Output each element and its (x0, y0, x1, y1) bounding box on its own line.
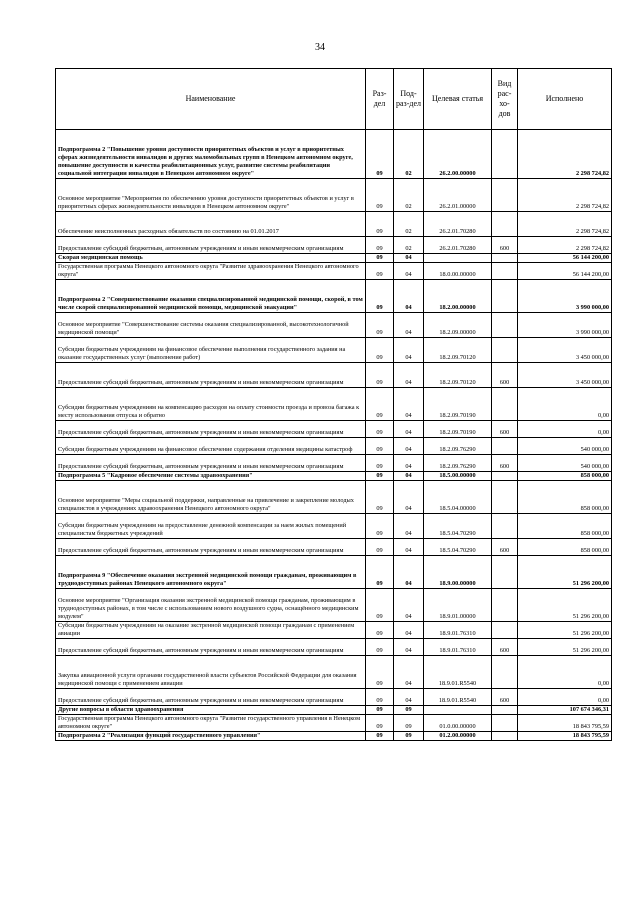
cell-name: Основное мероприятие "Организация оказания экстренной медицинской помощи гражданам, проживающим в труднодоступных районах, в том числе с использованием нового воздушного судна, оснащённого медицинским модулем" (56, 589, 366, 622)
cell-statya (424, 706, 492, 715)
cell-statya (424, 254, 492, 263)
cell-amount: 540 000,00 (518, 438, 612, 455)
budget-table (55, 68, 612, 741)
cell-amount: 540 000,00 (518, 455, 612, 472)
cell-amount: 18 843 795,59 (518, 732, 612, 741)
table-row (56, 363, 612, 388)
cell-vid (492, 556, 518, 589)
table-row (56, 514, 612, 539)
cell-vid (492, 732, 518, 741)
cell-statya: 18.5.00.00000 (424, 472, 492, 481)
cell-statya: 18.2.09.70120 (424, 363, 492, 388)
cell-razdel: 09 (366, 421, 394, 438)
cell-name: Подпрограмма 2 "Совершенствование оказания специализированной медицинской помощи, скорой, в том числе скорой специализированной медицинской помощи, медицинской эвакуации" (56, 280, 366, 313)
table-row (56, 715, 612, 732)
cell-podrazdel: 09 (394, 715, 424, 732)
table-row (56, 639, 612, 656)
cell-amount: 51 296 200,00 (518, 639, 612, 656)
cell-name: Основное мероприятие "Мероприятия по обеспечению уровня доступности приоритетных объектов и услуг в приоритетных сферах жизнедеятельности инвалидов в Ненецком автономном округе" (56, 179, 366, 212)
cell-name: Закупка авиационной услуги органами государственной власти субъектов Российской Федерации для оказания медицинской помощи с применением авиации (56, 656, 366, 689)
cell-name: Основное мероприятие "Совершенствование системы оказания специализированной, высокотехнологичной медицинской помощи" (56, 313, 366, 338)
cell-name: Подпрограмма 9 "Обеспечение оказания экстренной медицинской помощи гражданам, проживающим в труднодоступных районах Ненецкого автономного округа" (56, 556, 366, 589)
cell-razdel: 09 (366, 622, 394, 639)
cell-podrazdel: 02 (394, 212, 424, 237)
header-statya: Целевая статья (424, 69, 492, 130)
cell-vid (492, 254, 518, 263)
cell-razdel: 09 (366, 363, 394, 388)
cell-podrazdel: 04 (394, 263, 424, 280)
cell-razdel: 09 (366, 656, 394, 689)
cell-name: Субсидии бюджетным учреждениям на компенсацию расходов на оплату стоимости проезда и провоза багажа к месту использования отпуска и обратно (56, 388, 366, 421)
cell-vid (492, 706, 518, 715)
cell-vid: 600 (492, 421, 518, 438)
cell-vid: 600 (492, 455, 518, 472)
cell-name: Субсидии бюджетным учреждениям на финансовое обеспечение выполнения государственного задания на оказание государственных услуг (выполнение работ) (56, 338, 366, 363)
cell-podrazdel: 04 (394, 589, 424, 622)
cell-amount: 2 298 724,82 (518, 212, 612, 237)
cell-vid: 600 (492, 539, 518, 556)
cell-statya: 01.2.00.00000 (424, 732, 492, 741)
cell-name: Предоставление субсидий бюджетным, автономным учреждениям и иным некоммерческим организациям (56, 539, 366, 556)
cell-statya: 18.5.04.70290 (424, 514, 492, 539)
cell-podrazdel: 04 (394, 689, 424, 706)
cell-amount: 51 296 200,00 (518, 622, 612, 639)
cell-podrazdel: 04 (394, 363, 424, 388)
cell-vid: 600 (492, 363, 518, 388)
cell-podrazdel: 02 (394, 179, 424, 212)
cell-razdel: 09 (366, 514, 394, 539)
cell-razdel: 09 (366, 179, 394, 212)
cell-razdel: 09 (366, 455, 394, 472)
table-row (56, 556, 612, 589)
table-row (56, 455, 612, 472)
cell-amount: 3 990 000,00 (518, 313, 612, 338)
table-row (56, 706, 612, 715)
cell-name: Подпрограмма 2 "Реализация функций государственного управления" (56, 732, 366, 741)
cell-podrazdel: 09 (394, 732, 424, 741)
table-row (56, 481, 612, 514)
cell-name: Государственная программа Ненецкого автономного округа "Развитие государственного управления в Ненецком автономном округе" (56, 715, 366, 732)
header-razdel: Раз-дел (366, 69, 394, 130)
cell-razdel: 09 (366, 237, 394, 254)
cell-podrazdel: 02 (394, 237, 424, 254)
cell-amount: 51 296 200,00 (518, 589, 612, 622)
cell-razdel: 09 (366, 539, 394, 556)
cell-amount: 858 000,00 (518, 514, 612, 539)
table-row (56, 622, 612, 639)
table-row (56, 689, 612, 706)
cell-razdel: 09 (366, 313, 394, 338)
cell-vid (492, 589, 518, 622)
cell-amount: 858 000,00 (518, 472, 612, 481)
cell-statya: 18.0.00.00000 (424, 263, 492, 280)
cell-name: Субсидии бюджетным учреждениям на финансовое обеспечение содержания отделения медицины катастроф (56, 438, 366, 455)
cell-amount: 56 144 200,00 (518, 263, 612, 280)
cell-name: Субсидии бюджетным учреждениям на оказание экстренной медицинской помощи гражданам с применением авиации (56, 622, 366, 639)
cell-podrazdel: 04 (394, 514, 424, 539)
cell-vid (492, 472, 518, 481)
cell-razdel: 09 (366, 388, 394, 421)
header-amount: Исполнено (518, 69, 612, 130)
cell-statya: 18.5.04.00000 (424, 481, 492, 514)
cell-podrazdel: 04 (394, 421, 424, 438)
cell-name: Предоставление субсидий бюджетным, автономным учреждениям и иным некоммерческим организациям (56, 421, 366, 438)
cell-name: Подпрограмма 2 "Повышение уровня доступности приоритетных объектов и услуг в приоритетных сферах жизнедеятельности инвалидов и других маломобильных групп в Ненецком автономном округе, повышение доступности и качества реабилитационных услуг, развитие системы реабилитации социальной интеграции инвалидов в Ненецком автономном округе" (56, 130, 366, 179)
cell-podrazdel: 04 (394, 472, 424, 481)
cell-podrazdel: 02 (394, 130, 424, 179)
cell-amount: 56 144 200,00 (518, 254, 612, 263)
cell-razdel: 09 (366, 732, 394, 741)
cell-name: Государственная программа Ненецкого автономного округа "Развитие здравоохранения Ненецкого автономного округа" (56, 263, 366, 280)
cell-statya: 18.9.01.00000 (424, 589, 492, 622)
cell-statya: 18.2.09.70120 (424, 338, 492, 363)
cell-name: Предоставление субсидий бюджетным, автономным учреждениям и иным некоммерческим организациям (56, 455, 366, 472)
table-row (56, 732, 612, 741)
cell-amount: 3 450 000,00 (518, 338, 612, 363)
cell-amount: 2 298 724,82 (518, 130, 612, 179)
table-row (56, 656, 612, 689)
cell-name: Подпрограмма 5 "Кадровое обеспечение системы здравоохранения" (56, 472, 366, 481)
table-row (56, 263, 612, 280)
cell-statya: 18.9.01.R5540 (424, 689, 492, 706)
table-row (56, 438, 612, 455)
cell-vid (492, 438, 518, 455)
cell-name: Предоставление субсидий бюджетным, автономным учреждениям и иным некоммерческим организациям (56, 639, 366, 656)
cell-vid (492, 130, 518, 179)
cell-name: Предоставление субсидий бюджетным, автономным учреждениям и иным некоммерческим организациям (56, 689, 366, 706)
cell-amount: 18 843 795,59 (518, 715, 612, 732)
cell-name: Обеспечение неисполненных расходных обязательств по состоянию на 01.01.2017 (56, 212, 366, 237)
cell-podrazdel: 04 (394, 388, 424, 421)
cell-amount: 3 450 000,00 (518, 363, 612, 388)
cell-podrazdel: 04 (394, 280, 424, 313)
cell-amount: 858 000,00 (518, 539, 612, 556)
table-body (56, 130, 612, 741)
cell-razdel: 09 (366, 706, 394, 715)
cell-vid (492, 715, 518, 732)
cell-podrazdel: 04 (394, 481, 424, 514)
table-row (56, 589, 612, 622)
cell-razdel: 09 (366, 481, 394, 514)
cell-amount: 0,00 (518, 656, 612, 689)
cell-name: Предоставление субсидий бюджетным, автономным учреждениям и иным некоммерческим организациям (56, 363, 366, 388)
cell-statya: 18.2.09.00000 (424, 313, 492, 338)
cell-name: Скорая медицинская помощь (56, 254, 366, 263)
cell-razdel: 09 (366, 472, 394, 481)
cell-vid (492, 622, 518, 639)
table-row (56, 212, 612, 237)
cell-razdel: 09 (366, 556, 394, 589)
cell-vid (492, 179, 518, 212)
header-podrazdel: Под-раз-дел (394, 69, 424, 130)
cell-podrazdel: 04 (394, 639, 424, 656)
cell-vid (492, 263, 518, 280)
table-header-row (56, 69, 612, 130)
cell-podrazdel: 04 (394, 313, 424, 338)
cell-vid: 600 (492, 689, 518, 706)
page-number: 34 (315, 42, 325, 53)
cell-razdel: 09 (366, 639, 394, 656)
cell-vid (492, 514, 518, 539)
cell-vid (492, 338, 518, 363)
cell-amount: 0,00 (518, 421, 612, 438)
table-row (56, 338, 612, 363)
cell-podrazdel: 04 (394, 338, 424, 363)
cell-statya: 26.2.01.70280 (424, 237, 492, 254)
table-row (56, 280, 612, 313)
cell-vid: 600 (492, 237, 518, 254)
cell-razdel: 09 (366, 338, 394, 363)
cell-amount: 2 298 724,82 (518, 179, 612, 212)
cell-amount: 107 674 346,31 (518, 706, 612, 715)
cell-name: Субсидии бюджетным учреждениям на предоставление денежной компенсации за наем жилых помещений специалистам бюджетных учреждений (56, 514, 366, 539)
table-row (56, 421, 612, 438)
cell-amount: 2 298 724,82 (518, 237, 612, 254)
cell-vid (492, 656, 518, 689)
table-row (56, 254, 612, 263)
table-row (56, 313, 612, 338)
cell-podrazdel: 04 (394, 254, 424, 263)
cell-statya: 18.2.00.00000 (424, 280, 492, 313)
cell-razdel: 09 (366, 280, 394, 313)
cell-vid (492, 313, 518, 338)
cell-statya: 18.9.00.00000 (424, 556, 492, 589)
table-row (56, 237, 612, 254)
table-row (56, 388, 612, 421)
cell-podrazdel: 04 (394, 622, 424, 639)
cell-podrazdel: 04 (394, 556, 424, 589)
cell-statya: 18.9.01.76310 (424, 639, 492, 656)
cell-name: Предоставление субсидий бюджетным, автономным учреждениям и иным некоммерческим организациям (56, 237, 366, 254)
cell-statya: 01.0.00.00000 (424, 715, 492, 732)
cell-vid (492, 481, 518, 514)
cell-statya: 18.9.01.76310 (424, 622, 492, 639)
cell-statya: 18.2.09.70190 (424, 388, 492, 421)
cell-razdel: 09 (366, 254, 394, 263)
cell-razdel: 09 (366, 130, 394, 179)
cell-podrazdel: 04 (394, 455, 424, 472)
header-vid: Вид рас-хо-дов (492, 69, 518, 130)
cell-statya: 18.5.04.70290 (424, 539, 492, 556)
cell-vid (492, 212, 518, 237)
table-row (56, 539, 612, 556)
header-name: Наименование (56, 69, 366, 130)
cell-amount: 51 296 200,00 (518, 556, 612, 589)
cell-statya: 18.9.01.R5540 (424, 656, 492, 689)
cell-statya: 26.2.01.00000 (424, 179, 492, 212)
cell-name: Основное мероприятие "Меры социальной поддержки, направленные на привлечение и закрепление молодых специалистов в учреждениях здравоохранения Ненецкого автономного округа" (56, 481, 366, 514)
cell-amount: 0,00 (518, 689, 612, 706)
cell-vid (492, 388, 518, 421)
cell-amount: 3 990 000,00 (518, 280, 612, 313)
cell-razdel: 09 (366, 589, 394, 622)
cell-razdel: 09 (366, 438, 394, 455)
cell-vid (492, 280, 518, 313)
cell-name: Другие вопросы в области здравоохранения (56, 706, 366, 715)
cell-razdel: 09 (366, 263, 394, 280)
cell-statya: 18.2.09.76290 (424, 438, 492, 455)
cell-statya: 26.2.00.00000 (424, 130, 492, 179)
cell-amount: 858 000,00 (518, 481, 612, 514)
cell-statya: 26.2.01.70280 (424, 212, 492, 237)
cell-statya: 18.2.09.76290 (424, 455, 492, 472)
table-row (56, 130, 612, 179)
cell-podrazdel: 09 (394, 706, 424, 715)
cell-statya: 18.2.09.70190 (424, 421, 492, 438)
cell-vid: 600 (492, 639, 518, 656)
cell-podrazdel: 04 (394, 539, 424, 556)
cell-razdel: 09 (366, 212, 394, 237)
cell-podrazdel: 04 (394, 656, 424, 689)
table-row (56, 179, 612, 212)
cell-razdel: 09 (366, 715, 394, 732)
cell-razdel: 09 (366, 689, 394, 706)
cell-podrazdel: 04 (394, 438, 424, 455)
cell-amount: 0,00 (518, 388, 612, 421)
table-row (56, 472, 612, 481)
